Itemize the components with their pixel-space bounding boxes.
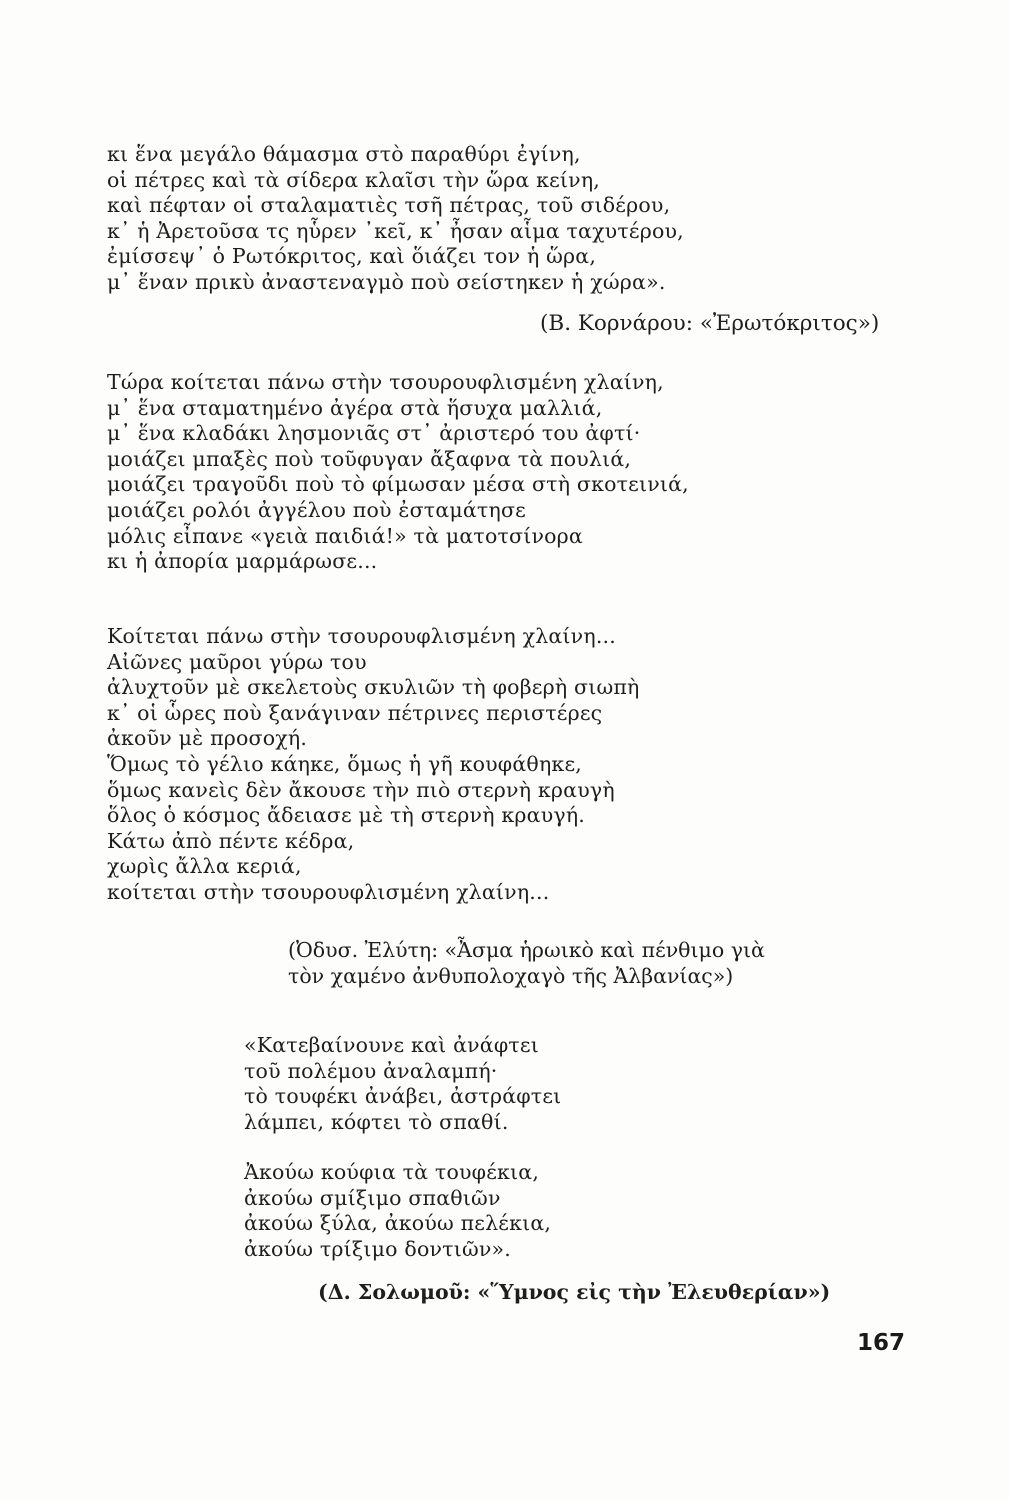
verse-line: Τώρα κοίτεται πάνω στὴν τσουρουφλισμένη χλαίνη,: [107, 370, 664, 394]
poem-stanza-elytis-2: [107, 624, 640, 906]
verse-line: χωρὶς ἄλλα κεριά,: [107, 854, 302, 879]
page-number: 167: [856, 1330, 905, 1356]
verse-line: μόλις εἶπανε «γειὰ παιδιά!» τὰ ματοτσίνορα: [107, 523, 583, 548]
verse-line: Κάτω ἀπὸ πέντε κέδρα,: [107, 828, 355, 853]
poem-stanza-solomos-2: [244, 1160, 551, 1262]
verse-line: κι ἡ ἀπορία μαρμάρωσε...: [107, 549, 378, 574]
poem-stanza-elytis-1: [107, 370, 689, 575]
verse-line: ἀκούω ξύλα, ἀκούω πελέκια,: [244, 1211, 552, 1236]
verse-line: τοῦ πολέμου ἀναλαμπή·: [244, 1058, 498, 1083]
verse-line: μοιάζει τραγοῦδι ποὺ τὸ φίμωσαν μέσα στὴ σκοτεινιά,: [107, 472, 689, 497]
verse-line: ἀλυχτοῦν μὲ σκελετοὺς σκυλιῶν τὴ φοβερὴ σιωπὴ: [107, 675, 640, 700]
verse-line: ὅλος ὁ κόσμος ἄδειασε μὲ τὴ στερνὴ κραυγή.: [107, 803, 586, 828]
verse-line: λάμπει, κόφτει τὸ σπαθί.: [244, 1109, 509, 1134]
verse-line: μ᾽ ἕνα σταματημένο ἀγέρα στὰ ἥσυχα μαλλιά,: [107, 395, 603, 420]
verse-line: Ὅμως τὸ γέλιο κάηκε, ὅμως ἡ γῆ κουφάθηκε,: [107, 751, 582, 776]
citation-kornaros: (Β. Κορνάρου: «Ἐρωτόκριτος»): [540, 311, 880, 336]
verse-line: Κοίτεται πάνω στὴν τσουρουφλισμένη χλαίνη...: [107, 624, 616, 648]
verse-line: μ᾽ ἕνα κλαδάκι λησμονιᾶς στ᾽ ἀριστερό του ἀφτί·: [107, 421, 641, 446]
verse-line: μοιάζει μπαξὲς ποὺ τοῦφυγαν ἄξαφνα τὰ πουλιά,: [107, 446, 632, 471]
verse-line: μ᾽ ἕναν πρικὺ ἀναστεναγμὸ ποὺ σείστηκεν ἡ χώρα».: [107, 269, 666, 294]
verse-line: ἀκοῦν μὲ προσοχή.: [107, 726, 308, 751]
verse-line: οἱ πέτρες καὶ τὰ σίδερα κλαῖσι τὴν ὥρα κείνη,: [107, 167, 601, 192]
verse-line: μοιάζει ρολόι ἀγγέλου ποὺ ἐσταμάτησε: [107, 497, 526, 522]
poem-stanza-solomos-1: [244, 1033, 561, 1135]
verse-line: καὶ πέφταν οἱ σταλαματιὲς τσῆ πέτρας, τοῦ σιδέρου,: [107, 193, 671, 218]
verse-line: Ἀκούω κούφια τὰ τουφέκια,: [244, 1160, 540, 1184]
verse-line: ἀκούω σμίξιμο σπαθιῶν: [244, 1185, 501, 1210]
verse-line: τὸ τουφέκι ἀνάβει, ἀστράφτει: [244, 1084, 562, 1109]
verse-line: κ᾽ οἱ ὧρες ποὺ ξανάγιναν πέτρινες περιστέρες: [107, 700, 603, 725]
verse-line: κ᾽ ἡ Ἀρετοῦσα τς ηὗρεν ᾽κεῖ, κ᾽ ἦσαν αἷμα ταχυτέρου,: [107, 218, 684, 243]
verse-line: ἐμίσσεψ᾽ ὁ Ρωτόκριτος, καὶ ὅιάζει τον ἡ ὥρα,: [107, 244, 597, 269]
poem-stanza-erotokritos: [107, 142, 684, 296]
verse-line: κι ἕνα μεγάλο θάμασμα στὸ παραθύρι ἐγίνη,: [107, 142, 581, 166]
verse-line: ὅμως κανεὶς δὲν ἄκουσε τὴν πιὸ στερνὴ κραυγὴ: [107, 777, 615, 802]
citation-line: (Ὀδυσ. Ἐλύτη: «Ἆσμα ἡρωικὸ καὶ πένθιμο γιὰ: [288, 938, 765, 962]
citation-solomos: (Δ. Σολωμοῦ: «Ὕμνος εἰς τὴν Ἐλευθερίαν»): [318, 1280, 831, 1304]
verse-line: ἀκούω τρίξιμο δοντιῶν».: [244, 1236, 511, 1261]
verse-line: Αἰῶνες μαῦροι γύρω του: [107, 649, 367, 674]
verse-line: «Κατεβαίνουνε καὶ ἀνάφτει: [244, 1033, 539, 1057]
citation-elytis: [288, 938, 765, 989]
verse-line: κοίτεται στὴν τσουρουφλισμένη χλαίνη...: [107, 879, 550, 904]
citation-line: τὸν χαμένο ἀνθυπολοχαγὸ τῆς Ἀλβανίας»): [288, 963, 734, 988]
